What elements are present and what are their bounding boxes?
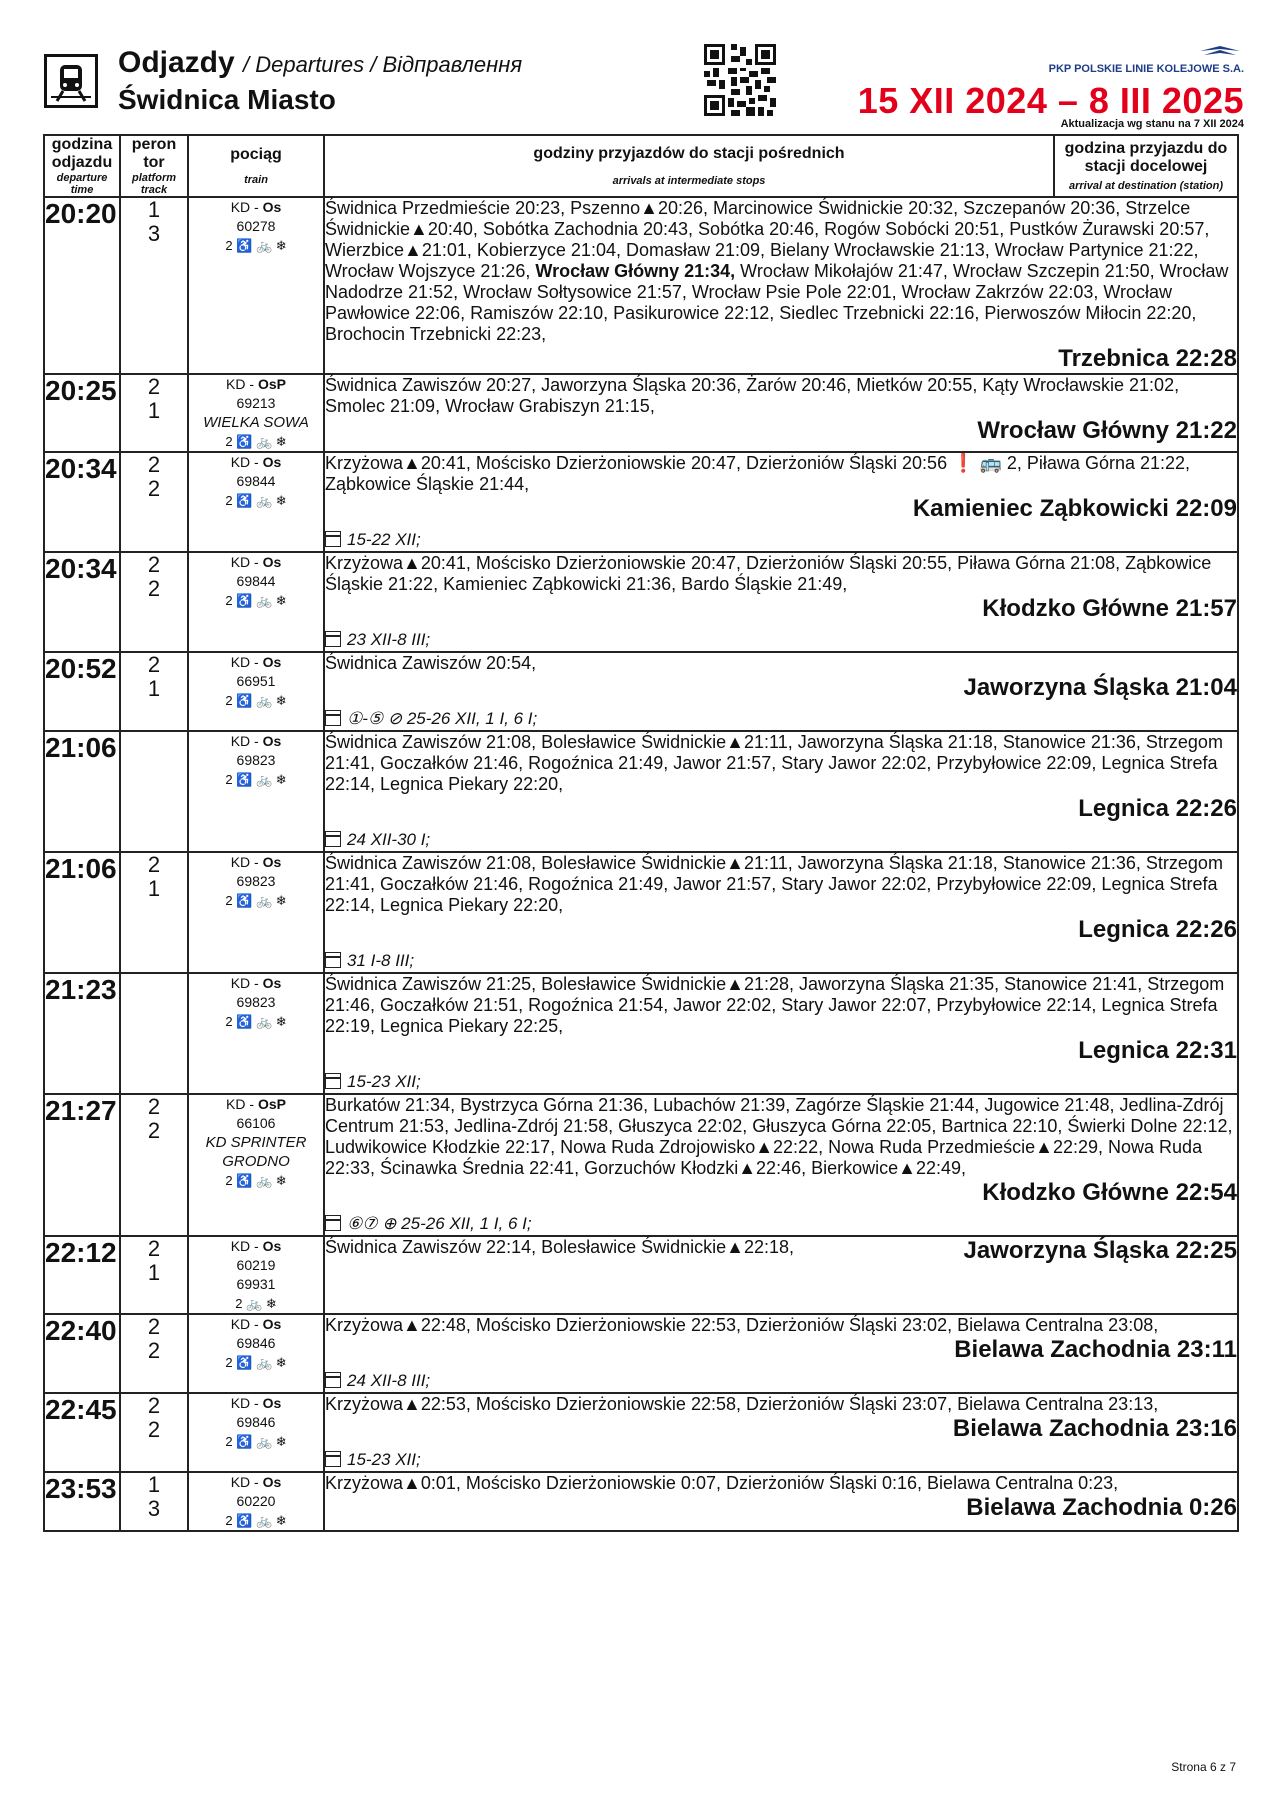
platform-number: 2 — [147, 374, 161, 399]
departure-time: 20:25 — [44, 374, 120, 452]
stops-list: Krzyżowa▲20:41, Mościsko Dzierżoniowskie 20:47, Dzierżoniów Śląski 20:55, Piława Górna 21:08, Ząbkowice Śląskie 21:22, Kamieniec Ząbkowicki 21:36, Bardo Śląskie 21:49, — [325, 553, 1212, 594]
operator-name: PKP POLSKIE LINIE KOLEJOWE S.A. — [1048, 63, 1244, 75]
page-number: Strona 6 z 7 — [1171, 1760, 1236, 1774]
departure-time: 21:23 — [44, 973, 120, 1094]
page-header — [44, 40, 1244, 132]
platform-track — [120, 1314, 188, 1393]
running-days — [325, 1071, 1237, 1093]
stops-list: Krzyżowa▲22:48, Mościsko Dzierżoniowskie 22:53, Dzierżoniów Śląski 23:02, Bielawa Centralna 23:08, — [325, 1315, 1159, 1335]
departure-row — [44, 652, 1238, 731]
title-translations: / Departures / Відправлення — [243, 52, 523, 77]
train-category: KD - Os — [230, 454, 282, 470]
stops-list: Świdnica Zawiszów 20:27, Jaworzyna Śląska 20:36, Żarów 20:46, Mietków 20:55, Kąty Wrocławskie 21:02, Smolec 21:09, Wrocław Grabiszyn 21:15, — [325, 375, 1180, 416]
train-number: 69844 — [236, 473, 276, 489]
departure-time: 20:52 — [44, 652, 120, 731]
train-number: 69213 — [236, 395, 276, 411]
calendar-icon — [325, 531, 341, 547]
train-number: 69823 — [236, 752, 276, 768]
stops-list: Krzyżowa▲22:53, Mościsko Dzierżoniowskie 22:58, Dzierżoniów Śląski 23:07, Bielawa Centralna 23:13, — [325, 1394, 1159, 1414]
running-days-text: 24 XII-8 III; — [347, 1371, 431, 1390]
header-destination: godzina przyjazdu do stacji docelowej arrival at destination (station) — [1054, 135, 1238, 197]
platform-number: 2 — [147, 1314, 161, 1339]
intermediate-stops — [325, 198, 1237, 345]
stops-list: Świdnica Zawiszów 21:08, Bolesławice Świdnickie▲21:11, Jaworzyna Śląska 21:18, Stanowice 21:36, Strzegom 21:41, Goczałków 21:46, Rogoźnica 21:49, Jawor 21:57, Stary Jawor 22:02, Przybyłowice 22:09, Legnica Strefa 22:14, Legnica Piekary 22:20, — [325, 732, 1223, 794]
platform-track — [120, 852, 188, 973]
running-days — [325, 829, 1237, 851]
train-amenities: 2 ♿ 🚲 ❄ — [225, 893, 287, 908]
track-number: 3 — [147, 221, 161, 246]
train-category: KD - Os — [230, 733, 282, 749]
train-category: KD - Os — [230, 1238, 282, 1254]
train-amenities: 2 ♿ 🚲 ❄ — [225, 493, 287, 508]
running-days-text: 15-23 XII; — [347, 1450, 421, 1469]
stops-list: Krzyżowa▲20:41, Mościsko Dzierżoniowskie 20:47, Dzierżoniów Śląski 20:56 ❗ 🚌 2, Piława Górna 21:22, Ząbkowice Śląskie 21:44, — [325, 453, 1191, 494]
platform-track — [120, 1393, 188, 1472]
stops-list: Burkatów 21:34, Bystrzyca Górna 21:36, Lubachów 21:39, Zagórze Śląskie 21:44, Jugowice 21:48, Jedlina-Zdrój Centrum 21:53, Jedlina-Zdrój 21:58, Głuszyca 22:02, Głuszyca Górna 22:05, Bartnica 22:10, Świerki Dolne 22:12, Ludwikowice Kłodzkie 22:17, Nowa Ruda Zdrojowisko▲22:22, Nowa Ruda Przedmieście▲22:29, Nowa Ruda 22:33, Ścinawka Średnia 22:41, Gorzuchów Kłodzki▲22:46, Bierkowice▲22:49, — [325, 1095, 1233, 1178]
running-days-text: ⑥⑦ ⊕ 25-26 XII, 1 I, 6 I; — [347, 1214, 532, 1233]
intermediate-stops — [325, 732, 1237, 795]
calendar-icon — [325, 831, 341, 847]
train-number: 69846 — [236, 1335, 276, 1351]
stops-list: Świdnica Zawiszów 22:14, Bolesławice Świdnickie▲22:18, — [325, 1237, 795, 1257]
running-days — [325, 708, 1237, 730]
header-time: godzina odjazdu departure time — [44, 135, 120, 197]
departure-row — [44, 374, 1238, 452]
intermediate-stops — [325, 1237, 1237, 1264]
intermediate-stops — [325, 553, 1237, 595]
platform-number: 2 — [147, 452, 161, 477]
train-info — [188, 1314, 324, 1393]
train-amenities: 2 ♿ 🚲 ❄ — [225, 1355, 287, 1370]
track-number: 2 — [147, 576, 161, 601]
train-amenities: 2 ♿ 🚲 ❄ — [225, 238, 287, 253]
train-amenities: 2 ♿ 🚲 ❄ — [225, 1513, 287, 1528]
intermediate-stops — [325, 1315, 1237, 1336]
departure-row — [44, 1393, 1238, 1472]
train-category: KD - Os — [230, 554, 282, 570]
pkp-wings-icon — [1196, 44, 1244, 58]
train-category: KD - Os — [230, 975, 282, 991]
departure-time: 20:34 — [44, 552, 120, 652]
departure-row — [44, 973, 1238, 1094]
stops-list: Krzyżowa▲0:01, Mościsko Dzierżoniowskie 0:07, Dzierżoniów Śląski 0:16, Bielawa Centralna 0:23, — [325, 1473, 1119, 1493]
train-number: 60220 — [236, 1493, 276, 1509]
page-title — [118, 46, 522, 80]
station-name: Świdnica Miasto — [118, 84, 336, 115]
platform-track — [120, 1094, 188, 1236]
platform-number: 2 — [147, 652, 161, 677]
train-info — [188, 374, 324, 452]
title-primary: Odjazdy — [118, 46, 235, 79]
departure-row — [44, 731, 1238, 852]
train-info — [188, 1472, 324, 1531]
departures-table — [43, 134, 1239, 1532]
train-amenities: 2 ♿ 🚲 ❄ — [225, 693, 287, 708]
track-number: 3 — [147, 1496, 161, 1521]
running-days-text: 15-23 XII; — [347, 1072, 421, 1091]
qr-code-icon — [704, 44, 776, 116]
destination: Bielawa Zachodnia 23:16 — [952, 1415, 1237, 1442]
train-icon — [44, 54, 98, 108]
departure-row — [44, 1314, 1238, 1393]
calendar-icon — [325, 631, 341, 647]
running-days — [325, 1213, 1237, 1235]
departure-row — [44, 852, 1238, 973]
departure-row — [44, 452, 1238, 552]
train-category: KD - Os — [230, 199, 282, 215]
destination: Bielawa Zachodnia 0:26 — [966, 1494, 1237, 1521]
train-info — [188, 731, 324, 852]
running-days-text: ①-⑤ ⊘ 25-26 XII, 1 I, 6 I; — [347, 709, 538, 728]
track-number: 1 — [147, 676, 161, 701]
stops-list: Świdnica Zawiszów 21:08, Bolesławice Świdnickie▲21:11, Jaworzyna Śląska 21:18, Stanowice 21:36, Strzegom 21:41, Goczałków 21:46, Rogoźnica 21:49, Jawor 21:57, Stary Jawor 22:02, Przybyłowice 22:09, Legnica Strefa 22:14, Legnica Piekary 22:20, — [325, 853, 1223, 915]
stops-list: Świdnica Zawiszów 20:54, — [325, 653, 537, 673]
train-number: 69823 — [236, 873, 276, 889]
stops-cell — [324, 973, 1238, 1094]
departure-time: 23:53 — [44, 1472, 120, 1531]
train-amenities: 2 ♿ 🚲 ❄ — [225, 772, 287, 787]
train-number: 69823 — [236, 994, 276, 1010]
train-amenities: 2 ♿ 🚲 ❄ — [225, 434, 287, 449]
intermediate-stops — [325, 653, 1237, 674]
departures-body — [44, 197, 1238, 1531]
train-amenities: 2 ♿ 🚲 ❄ — [225, 1434, 287, 1449]
departure-time: 22:12 — [44, 1236, 120, 1314]
stops-cell — [324, 731, 1238, 852]
stops-cell — [324, 652, 1238, 731]
train-info — [188, 652, 324, 731]
train-info — [188, 1393, 324, 1472]
stops-cell — [324, 1393, 1238, 1472]
stops-cell — [324, 197, 1238, 374]
train-category: KD - Os — [230, 654, 282, 670]
train-category: KD - OsP — [226, 1096, 286, 1112]
platform-track — [120, 652, 188, 731]
platform-number: 2 — [147, 1236, 161, 1261]
train-number: 69844 — [236, 573, 276, 589]
calendar-icon — [325, 1451, 341, 1467]
intermediate-stops — [325, 375, 1237, 417]
destination: Kamieniec Ząbkowicki 22:09 — [912, 495, 1237, 522]
track-number: 2 — [147, 476, 161, 501]
stops-cell — [324, 552, 1238, 652]
train-category: KD - Os — [230, 1395, 282, 1411]
intermediate-stops — [325, 1473, 1237, 1494]
train-number: 69846 — [236, 1414, 276, 1430]
running-days-text: 24 XII-30 I; — [347, 830, 431, 849]
running-days — [325, 1449, 1237, 1471]
train-info — [188, 973, 324, 1094]
train-amenities: 2 ♿ 🚲 ❄ — [225, 1173, 287, 1188]
train-info — [188, 1236, 324, 1314]
departure-time: 21:06 — [44, 852, 120, 973]
train-info — [188, 452, 324, 552]
train-category: KD - Os — [230, 1316, 282, 1332]
train-number: 60219 — [236, 1257, 276, 1273]
stops-list-continued: Wrocław Mikołajów 21:47, Wrocław Szczepin 21:50, Wrocław Nadodrze 21:52, Wrocław Sołtysowice 21:57, Wrocław Psie Pole 22:01, Wrocław Zakrzów 22:03, Wrocław Pawłowice 22:06, Ramiszów 22:10, Pasikurowice 22:12, Siedlec Trzebnicki 22:16, Pierwoszów Miłocin 22:20, Brochocin Trzebnicki 22:23, — [325, 261, 1229, 344]
destination: Bielawa Zachodnia 23:11 — [954, 1336, 1237, 1363]
train-category: KD - Os — [230, 854, 282, 870]
track-number: 1 — [147, 398, 161, 423]
platform-track — [120, 731, 188, 852]
calendar-icon — [325, 952, 341, 968]
platform-number: 2 — [147, 1393, 161, 1418]
running-days — [325, 950, 1237, 972]
train-number-2: 69931 — [236, 1276, 276, 1292]
stops-cell — [324, 374, 1238, 452]
platform-track — [120, 973, 188, 1094]
train-number: 66106 — [236, 1115, 276, 1131]
header-stops: godziny przyjazdów do stacji pośrednich arrivals at intermediate stops — [324, 135, 1054, 197]
train-category: KD - OsP — [226, 376, 286, 392]
train-info — [188, 852, 324, 973]
departure-row — [44, 552, 1238, 652]
update-note: Aktualizacja wg stanu na 7 XII 2024 — [1060, 118, 1244, 130]
platform-track — [120, 452, 188, 552]
train-info — [188, 1094, 324, 1236]
departure-time: 22:45 — [44, 1393, 120, 1472]
stops-cell — [324, 1236, 1238, 1314]
train-amenities: 2 🚲 ❄ — [235, 1296, 277, 1311]
platform-number: 2 — [147, 1094, 161, 1119]
track-number: 2 — [147, 1118, 161, 1143]
train-name: KD SPRINTER GRODNO — [205, 1134, 307, 1170]
train-name: WIELKA SOWA — [203, 414, 309, 431]
calendar-icon — [325, 1372, 341, 1388]
train-number: 66951 — [236, 673, 276, 689]
destination: Jaworzyna Śląska 22:25 — [963, 1237, 1237, 1264]
stops-list: Świdnica Zawiszów 21:25, Bolesławice Świdnickie▲21:28, Jaworzyna Śląska 21:35, Stanowice 21:41, Strzegom 21:46, Goczałków 21:51, Rogoźnica 21:54, Jawor 22:02, Stary Jawor 22:07, Przybyłowice 22:14, Legnica Strefa 22:19, Legnica Piekary 22:25, — [325, 974, 1225, 1036]
stops-highlight: Wrocław Główny 21:34, — [535, 261, 736, 281]
intermediate-stops — [325, 1394, 1237, 1415]
destination: Legnica 22:26 — [1078, 795, 1237, 822]
intermediate-stops — [325, 453, 1237, 495]
header-platform: peron tor platform track — [120, 135, 188, 197]
header-train: pociąg train — [188, 135, 324, 197]
running-days — [325, 529, 1237, 551]
platform-track — [120, 1236, 188, 1314]
platform-track — [120, 552, 188, 652]
destination: Jaworzyna Śląska 21:04 — [963, 674, 1237, 701]
destination: Kłodzko Główne 22:54 — [982, 1179, 1237, 1206]
track-number: 2 — [147, 1338, 161, 1363]
departure-time: 22:40 — [44, 1314, 120, 1393]
stops-list: Świdnica Przedmieście 20:23, Pszenno▲20:26, Marcinowice Świdnickie 20:32, Szczepanów 20:36, Strzelce Świdnickie▲20:40, Sobótka Zachodnia 20:43, Sobótka 20:46, Rogów Sobócki 20:51, Pustków Żurawski 20:57, Wierzbice▲21:01, Kobierzyce 21:04, Domasław 21:09, Bielany Wrocławskie 21:13, Wrocław Partynice 21:22, Wrocław Wojszyce 21:26, — [325, 198, 1210, 281]
track-number: 2 — [147, 1417, 161, 1442]
intermediate-stops — [325, 853, 1237, 916]
train-info — [188, 552, 324, 652]
platform-track — [120, 1472, 188, 1531]
destination: Trzebnica 22:28 — [1058, 345, 1237, 372]
calendar-icon — [325, 1073, 341, 1089]
operator-logo — [1049, 44, 1244, 75]
train-info — [188, 197, 324, 374]
departure-row — [44, 197, 1238, 374]
platform-number: 1 — [147, 1472, 161, 1497]
train-amenities: 2 ♿ 🚲 ❄ — [225, 593, 287, 608]
departure-row — [44, 1094, 1238, 1236]
platform-number: 2 — [147, 852, 161, 877]
stops-cell — [324, 452, 1238, 552]
running-days-text: 23 XII-8 III; — [347, 630, 431, 649]
platform-number: 1 — [147, 197, 161, 222]
table-header-row — [44, 135, 1238, 197]
departure-time: 21:27 — [44, 1094, 120, 1236]
destination: Legnica 22:26 — [1078, 916, 1237, 943]
calendar-icon — [325, 710, 341, 726]
stops-cell — [324, 1094, 1238, 1236]
destination: Wrocław Główny 21:22 — [977, 417, 1237, 444]
running-days-text: 15-22 XII; — [347, 530, 421, 549]
intermediate-stops — [325, 974, 1237, 1037]
track-number: 1 — [147, 876, 161, 901]
running-days-text: 31 I-8 III; — [347, 951, 415, 970]
departure-time: 20:20 — [44, 197, 120, 374]
platform-track — [120, 374, 188, 452]
stops-cell — [324, 1314, 1238, 1393]
stops-cell — [324, 1472, 1238, 1531]
track-number: 1 — [147, 1260, 161, 1285]
intermediate-stops — [325, 1095, 1237, 1179]
destination: Kłodzko Główne 21:57 — [982, 595, 1237, 622]
running-days — [325, 1370, 1237, 1392]
train-category: KD - Os — [230, 1474, 282, 1490]
platform-number: 2 — [147, 552, 161, 577]
departure-time: 20:34 — [44, 452, 120, 552]
stops-cell — [324, 852, 1238, 973]
departure-time: 21:06 — [44, 731, 120, 852]
train-amenities: 2 ♿ 🚲 ❄ — [225, 1014, 287, 1029]
departure-row — [44, 1472, 1238, 1531]
validity-period: 15 XII 2024 – 8 III 2025 — [857, 80, 1244, 121]
train-number: 60278 — [236, 218, 276, 234]
destination: Legnica 22:31 — [1078, 1037, 1237, 1064]
departure-row — [44, 1236, 1238, 1314]
platform-track — [120, 197, 188, 374]
running-days — [325, 629, 1237, 651]
calendar-icon — [325, 1215, 341, 1231]
